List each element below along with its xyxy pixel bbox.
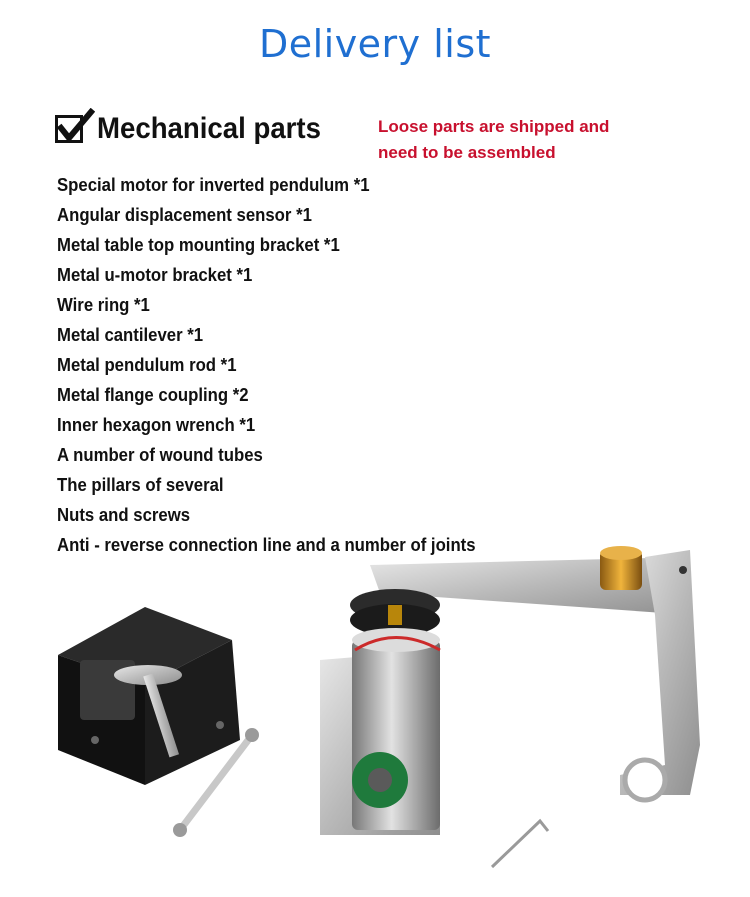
- page-title: Delivery list: [258, 22, 492, 66]
- checkmark-icon: [55, 115, 83, 143]
- note-line-1: Loose parts are shipped and: [378, 117, 610, 136]
- list-item: Inner hexagon wrench *1: [57, 415, 256, 435]
- section-title: Mechanical parts: [97, 112, 321, 145]
- list-item: Metal u-motor bracket *1: [57, 265, 253, 285]
- note-line-2: need to be assembled: [378, 143, 556, 162]
- list-item: The pillars of several: [57, 475, 224, 495]
- section-header: [55, 112, 340, 146]
- list-item: Special motor for inverted pendulum *1: [57, 175, 370, 195]
- parts-list: [57, 170, 507, 560]
- angular-sensor: [600, 546, 642, 590]
- list-item: Metal flange coupling *2: [57, 385, 249, 405]
- list-item: Metal cantilever *1: [57, 325, 204, 345]
- list-item: Angular displacement sensor *1: [57, 205, 312, 225]
- product-photo: [0, 545, 750, 897]
- assembly-note: [378, 114, 638, 166]
- list-item: Anti - reverse connection line and a number of joints: [57, 535, 476, 555]
- list-item: Metal table top mounting bracket *1: [57, 235, 340, 255]
- list-item: Wire ring *1: [57, 295, 150, 315]
- hex-wrench: [492, 821, 548, 867]
- motor-assembly: [320, 628, 440, 835]
- list-item: Nuts and screws: [57, 505, 191, 525]
- list-item: A number of wound tubes: [57, 445, 263, 465]
- list-item: Metal pendulum rod *1: [57, 355, 237, 375]
- clamp-bracket: [58, 607, 240, 785]
